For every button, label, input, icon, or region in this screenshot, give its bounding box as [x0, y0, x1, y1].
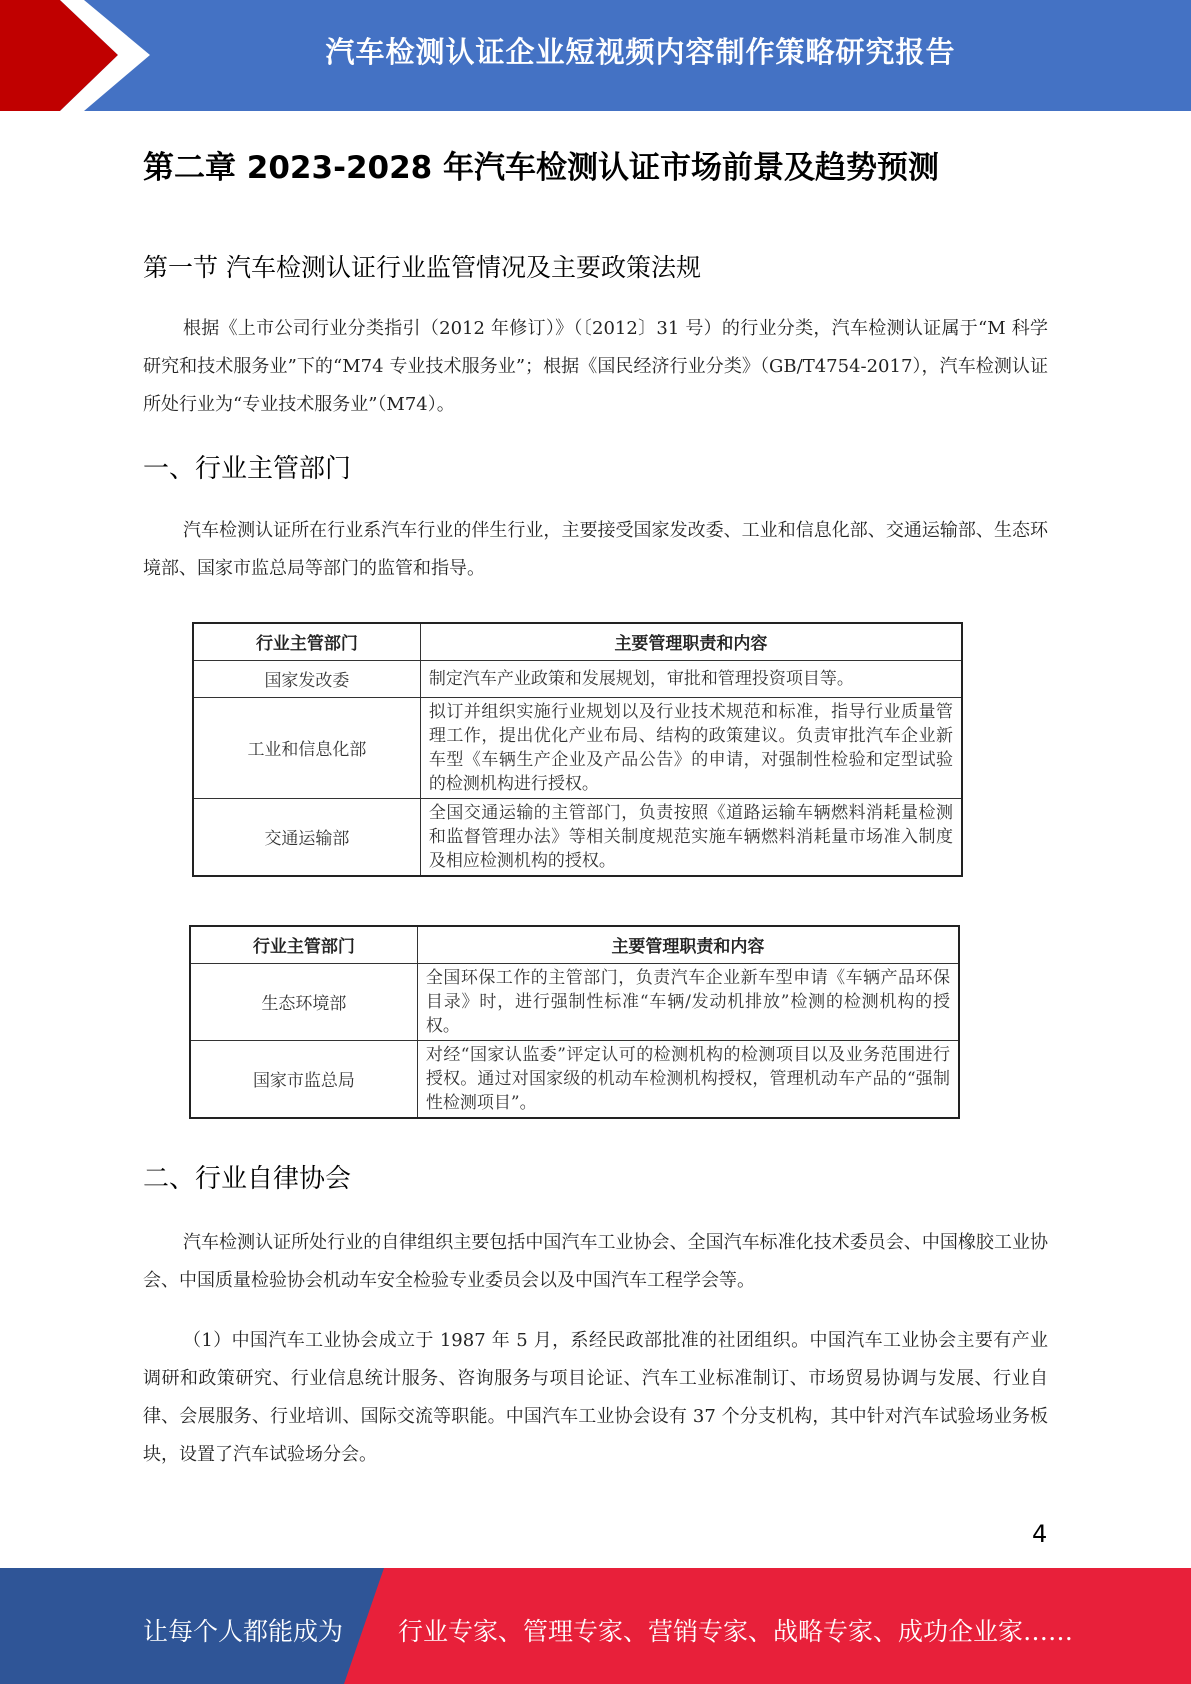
authorities-table-2	[189, 925, 960, 1119]
column-header-dept: 行业主管部门	[190, 926, 417, 963]
footer-slogan-left: 让每个人都能成为	[143, 1617, 344, 1646]
caam-paragraph: （1）中国汽车工业协会成立于 1987 年 5 月，系经民政部批准的社团组织。中国汽车工业协会主要有产业调研和政策研究、行业信息统计服务、咨询服务与项目论证、汽车工业标准制订、市场贸易协调与发展、行业自律、会展服务、行业培训、国际交流等职能。中国汽车工业协会设有 37 个分支机构，其中针对汽车试验场业务板块，设置了汽车试验场分会。	[143, 1330, 1048, 1465]
table-row	[193, 697, 962, 798]
table-row	[193, 798, 962, 876]
duty-cell: 全国交通运输的主管部门，负责按照《道路运输车辆燃料消耗量检测和监督管理办法》等相关制度规范实施车辆燃料消耗量市场准入制度及相应检测机构的授权。	[420, 798, 962, 876]
intro-paragraph: 根据《上市公司行业分类指引（2012 年修订）》（〔2012〕31 号）的行业分类，汽车检测认证属于“M 科学研究和技术服务业”下的“M74 专业技术服务业”；根据《国民经济行业分类》（GB/T4754-2017），汽车检测认证所处行业为“专业技术服务业”（M74）。	[143, 318, 1048, 415]
page-number: 4	[1032, 1520, 1048, 1548]
column-header-duty: 主要管理职责和内容	[417, 926, 959, 963]
authorities-paragraph: 汽车检测认证所在行业系汽车行业的伴生行业，主要接受国家发改委、工业和信息化部、交通运输部、生态环境部、国家市监总局等部门的监管和指导。	[143, 520, 1048, 579]
duty-cell: 拟订并组织实施行业规划以及行业技术规范和标准，指导行业质量管理工作，提出优化产业布局、结构的政策建议。负责审批汽车企业新车型《车辆生产企业及产品公告》的申请，对强制性检验和定型试验的检测机构进行授权。	[420, 697, 962, 798]
dept-cell: 国家市监总局	[190, 1040, 417, 1118]
associations-paragraph: 汽车检测认证所处行业的自律组织主要包括中国汽车工业协会、全国汽车标准化技术委员会、中国橡胶工业协会、中国质量检验协会机动车安全检验专业委员会以及中国汽车工程学会等。	[143, 1232, 1048, 1291]
report-title: 汽车检测认证企业短视频内容制作策略研究报告	[325, 35, 956, 69]
duty-cell: 对经“国家认监委”评定认可的检测机构的检测项目以及业务范围进行授权。通过对国家级的机动车检测机构授权，管理机动车产品的“强制性检测项目”。	[417, 1040, 959, 1118]
duty-cell: 全国环保工作的主管部门，负责汽车企业新车型申请《车辆产品环保目录》时，进行强制性标准“车辆/发动机排放”检测的检测机构的授权。	[417, 963, 959, 1040]
duty-cell: 制定汽车产业政策和发展规划，审批和管理投资项目等。	[420, 660, 962, 697]
section-title: 第一节 汽车检测认证行业监管情况及主要政策法规	[143, 253, 701, 282]
table-header-row	[190, 926, 959, 963]
table-row	[193, 660, 962, 697]
footer-slogan-right: 行业专家、管理专家、营销专家、战略专家、成功企业家……	[398, 1617, 1074, 1646]
column-header-duty: 主要管理职责和内容	[420, 623, 962, 660]
column-header-dept: 行业主管部门	[193, 623, 420, 660]
dept-cell: 国家发改委	[193, 660, 420, 697]
table-row	[190, 963, 959, 1040]
heading-industry-authorities: 一、行业主管部门	[143, 454, 352, 484]
dept-cell: 工业和信息化部	[193, 697, 420, 798]
chapter-title: 第二章 2023-2028 年汽车检测认证市场前景及趋势预测	[143, 150, 940, 186]
dept-cell: 交通运输部	[193, 798, 420, 876]
dept-cell: 生态环境部	[190, 963, 417, 1040]
page-header	[0, 0, 1191, 111]
table-row	[190, 1040, 959, 1118]
heading-self-regulatory-associations: 二、行业自律协会	[143, 1164, 352, 1194]
authorities-table-1	[192, 622, 963, 877]
page-footer	[0, 1568, 1191, 1684]
table-header-row	[193, 623, 962, 660]
